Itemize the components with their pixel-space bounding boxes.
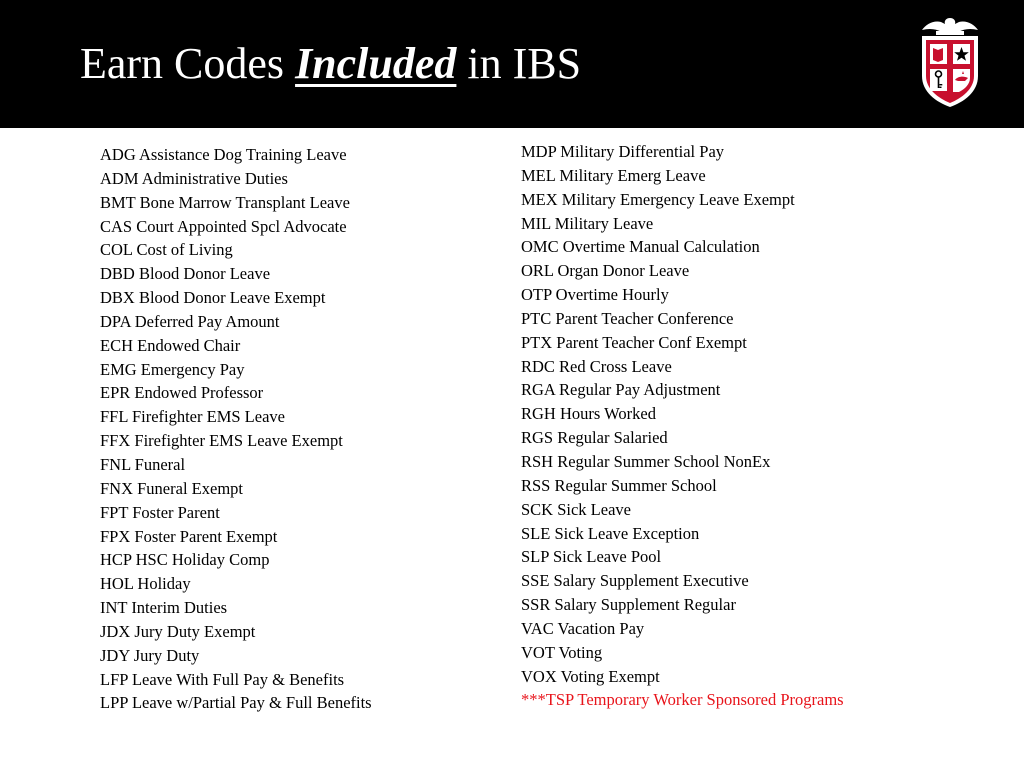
earn-code-item: ADM Administrative Duties	[100, 168, 288, 188]
earn-code-item: VOT Voting	[521, 642, 603, 662]
earn-code-item: RSH Regular Summer School NonEx	[521, 451, 771, 471]
earn-code-item: OMC Overtime Manual Calculation	[521, 237, 760, 257]
earn-code-item: OTP Overtime Hourly	[521, 285, 669, 305]
earn-code-item: COL Cost of Living	[100, 240, 233, 260]
earn-code-item: HOL Holiday	[100, 574, 191, 594]
university-shield-logo-icon	[914, 14, 986, 110]
earn-code-item: DBX Blood Donor Leave Exempt	[100, 288, 326, 308]
earn-code-item: FFX Firefighter EMS Leave Exempt	[100, 431, 343, 451]
earn-code-item: JDY Jury Duty	[100, 645, 200, 665]
earn-code-item: LPP Leave w/Partial Pay & Full Benefits	[100, 693, 372, 713]
earn-code-item: ORL Organ Donor Leave	[521, 261, 690, 281]
earn-code-item: FNX Funeral Exempt	[100, 478, 243, 498]
earn-code-item: EPR Endowed Professor	[100, 383, 264, 403]
earn-code-item: SLP Sick Leave Pool	[521, 547, 662, 567]
title-suffix: in IBS	[456, 39, 582, 88]
earn-code-item: BMT Bone Marrow Transplant Leave	[100, 192, 350, 212]
earn-code-item: MEL Military Emerg Leave	[521, 165, 706, 185]
earn-code-item: MIL Military Leave	[521, 213, 654, 233]
earn-code-item: HCP HSC Holiday Comp	[100, 550, 270, 570]
earn-code-item: LFP Leave With Full Pay & Benefits	[100, 669, 345, 689]
earn-code-item: SSR Salary Supplement Regular	[521, 595, 736, 615]
earn-code-item: SSE Salary Supplement Executive	[521, 571, 749, 591]
earn-codes-right-column	[521, 140, 844, 712]
earn-code-item: RSS Regular Summer School	[521, 475, 717, 495]
title-prefix: Earn Codes	[80, 39, 296, 88]
earn-code-item: RGA Regular Pay Adjustment	[521, 380, 721, 400]
earn-code-item: JDX Jury Duty Exempt	[100, 621, 256, 641]
earn-codes-left-column	[100, 143, 372, 715]
earn-code-item: SLE Sick Leave Exception	[521, 523, 700, 543]
earn-code-item: FPT Foster Parent	[100, 502, 220, 522]
earn-code-item: VOX Voting Exempt	[521, 666, 660, 686]
earn-code-item: RGH Hours Worked	[521, 404, 656, 424]
earn-code-item: FFL Firefighter EMS Leave	[100, 407, 285, 427]
earn-code-item: SCK Sick Leave	[521, 499, 631, 519]
title-emphasis: Included	[295, 39, 457, 88]
earn-code-item: FPX Foster Parent Exempt	[100, 526, 278, 546]
earn-code-item: ECH Endowed Chair	[100, 335, 241, 355]
earn-code-item: RDC Red Cross Leave	[521, 356, 672, 376]
earn-code-item: PTX Parent Teacher Conf Exempt	[521, 332, 747, 352]
earn-code-item: EMG Emergency Pay	[100, 359, 245, 379]
earn-code-item: VAC Vacation Pay	[521, 618, 645, 638]
earn-code-item: DBD Blood Donor Leave	[100, 264, 271, 284]
earn-code-item: MDP Military Differential Pay	[521, 142, 725, 161]
slide-title	[80, 38, 581, 90]
earn-code-item: MEX Military Emergency Leave Exempt	[521, 189, 795, 209]
earn-code-item: CAS Court Appointed Spcl Advocate	[100, 216, 347, 236]
slide-header	[0, 0, 1024, 128]
earn-code-item-highlighted: ***TSP Temporary Worker Sponsored Programs	[521, 690, 844, 710]
earn-code-item: RGS Regular Salaried	[521, 428, 668, 448]
earn-code-item: DPA Deferred Pay Amount	[100, 311, 280, 331]
earn-code-item: PTC Parent Teacher Conference	[521, 308, 734, 328]
earn-code-item: INT Interim Duties	[100, 598, 228, 618]
earn-code-item: FNL Funeral	[100, 454, 186, 474]
earn-code-item: ADG Assistance Dog Training Leave	[100, 145, 347, 164]
